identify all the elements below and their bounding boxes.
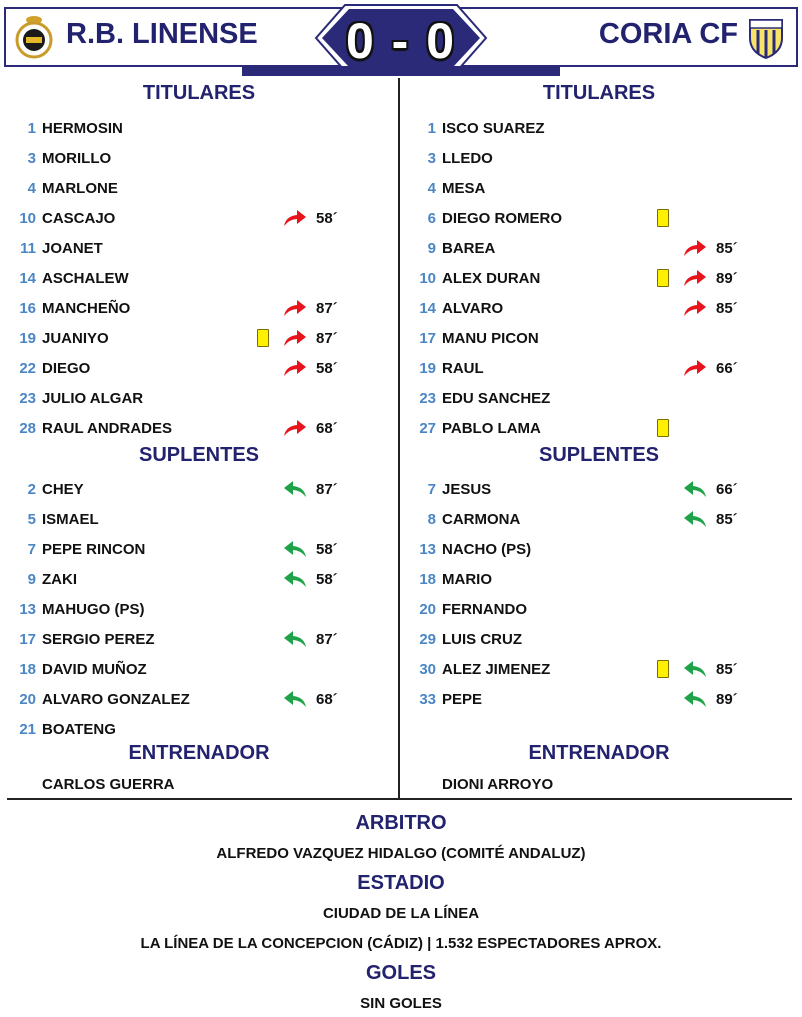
player-name: FERNANDO — [442, 601, 527, 618]
stadium-title: ESTADIO — [357, 872, 445, 894]
player-number: 7 — [427, 481, 436, 498]
coach-title: ENTRENADOR — [528, 742, 670, 764]
player-number: 4 — [27, 180, 36, 197]
substitution-minute: 58´ — [316, 541, 338, 558]
player-name: DIEGO ROMERO — [442, 210, 563, 227]
coach-name: CARLOS GUERRA — [42, 776, 175, 793]
substitution-minute: 87´ — [316, 481, 338, 498]
player-row — [0, 534, 398, 564]
player-name: PEPE RINCON — [42, 541, 146, 558]
sub-out-arrow-icon — [682, 358, 708, 378]
substitution-minute: 58´ — [316, 571, 338, 588]
player-name: EDU SANCHEZ — [442, 390, 551, 407]
stadium-name: CIUDAD DE LA LÍNEA — [322, 905, 480, 922]
player-name: JOANET — [42, 240, 103, 257]
player-number: 19 — [419, 360, 436, 377]
player-name: MAHUGO (PS) — [42, 601, 145, 618]
player-row — [0, 233, 398, 263]
player-name: ALEX DURAN — [442, 270, 541, 287]
player-row — [0, 684, 398, 714]
player-name: MESA — [442, 180, 486, 197]
sub-out-arrow-icon — [282, 328, 308, 348]
player-row — [0, 594, 398, 624]
player-number: 10 — [419, 270, 436, 287]
player-name: DAVID MUÑOZ — [42, 661, 147, 678]
player-number: 2 — [27, 481, 36, 498]
player-row — [400, 233, 798, 263]
player-row — [400, 534, 798, 564]
sub-out-arrow-icon — [282, 358, 308, 378]
player-number: 13 — [419, 541, 436, 558]
coach-title: ENTRENADOR — [128, 742, 270, 764]
starters-title: TITULARES — [142, 82, 256, 104]
sub-in-arrow-icon — [682, 509, 708, 529]
player-row — [0, 113, 398, 143]
player-number: 14 — [419, 300, 436, 317]
player-row — [400, 173, 798, 203]
player-name: NACHO (PS) — [442, 541, 532, 558]
player-name: RAUL — [442, 360, 484, 377]
player-number: 20 — [19, 691, 36, 708]
player-name: JUANIYO — [42, 330, 109, 347]
player-name: ISCO SUAREZ — [442, 120, 545, 137]
player-name: MANCHEÑO — [42, 300, 131, 317]
substitution-minute: 58´ — [316, 360, 338, 377]
player-number: 23 — [419, 390, 436, 407]
player-row — [0, 323, 398, 353]
referee-title: ARBITRO — [355, 812, 447, 834]
player-number: 17 — [419, 330, 436, 347]
yellow-card-icon — [657, 419, 669, 437]
player-number: 19 — [19, 330, 36, 347]
substitutes-title: SUPLENTES — [538, 444, 660, 466]
player-number: 4 — [427, 180, 436, 197]
yellow-card-icon — [657, 209, 669, 227]
player-name: MANU PICON — [442, 330, 539, 347]
substitution-minute: 68´ — [316, 420, 338, 437]
sub-in-arrow-icon — [282, 629, 308, 649]
player-name: ZAKI — [42, 571, 77, 588]
player-number: 5 — [27, 511, 36, 528]
player-name: BOATENG — [42, 721, 116, 738]
player-row — [0, 504, 398, 534]
player-number: 18 — [19, 661, 36, 678]
sub-in-arrow-icon — [682, 689, 708, 709]
player-name: JESUS — [442, 481, 492, 498]
player-name: HERMOSIN — [42, 120, 123, 137]
player-row — [400, 353, 798, 383]
player-name: ALEZ JIMENEZ — [442, 661, 551, 678]
player-number: 1 — [27, 120, 36, 137]
player-number: 1 — [427, 120, 436, 137]
player-row — [400, 383, 798, 413]
player-number: 27 — [419, 420, 436, 437]
sub-out-arrow-icon — [682, 298, 708, 318]
player-row — [0, 173, 398, 203]
substitution-minute: 85´ — [716, 511, 738, 528]
substitutes-title: SUPLENTES — [138, 444, 260, 466]
player-name: SERGIO PEREZ — [42, 631, 155, 648]
player-row — [400, 654, 798, 684]
player-number: 9 — [27, 571, 36, 588]
player-name: ALVARO — [442, 300, 504, 317]
substitution-minute: 66´ — [716, 360, 738, 377]
substitution-minute: 87´ — [316, 300, 338, 317]
player-name: CARMONA — [442, 511, 521, 528]
player-number: 9 — [427, 240, 436, 257]
player-row — [400, 293, 798, 323]
substitution-minute: 85´ — [716, 240, 738, 257]
player-row — [400, 263, 798, 293]
sub-in-arrow-icon — [282, 569, 308, 589]
sub-in-arrow-icon — [682, 659, 708, 679]
away-team-name: CORIA CF — [598, 18, 738, 50]
player-number: 11 — [20, 240, 36, 257]
yellow-card-icon — [657, 660, 669, 678]
player-number: 29 — [419, 631, 436, 648]
player-name: CHEY — [42, 481, 84, 498]
substitution-minute: 58´ — [316, 210, 338, 227]
player-number: 30 — [419, 661, 436, 678]
stadium-location: LA LÍNEA DE LA CONCEPCION (CÁDIZ) | 1.532 ESPECTADORES APROX. — [140, 935, 662, 952]
player-name: PABLO LAMA — [442, 420, 541, 437]
sub-in-arrow-icon — [282, 539, 308, 559]
player-row — [0, 413, 398, 443]
player-row — [0, 654, 398, 684]
substitution-minute: 66´ — [716, 481, 738, 498]
player-name: BAREA — [442, 240, 496, 257]
substitution-minute: 87´ — [316, 631, 338, 648]
player-number: 16 — [19, 300, 36, 317]
player-name: CASCAJO — [42, 210, 116, 227]
player-row — [0, 293, 398, 323]
player-row — [400, 624, 798, 654]
player-number: 8 — [427, 511, 436, 528]
player-number: 22 — [19, 360, 36, 377]
player-row — [400, 323, 798, 353]
sub-out-arrow-icon — [682, 238, 708, 258]
match-header — [0, 0, 802, 78]
player-row — [0, 714, 398, 744]
yellow-card-icon — [657, 269, 669, 287]
player-name: DIEGO — [42, 360, 91, 377]
referee-name: ALFREDO VAZQUEZ HIDALGO (COMITÉ ANDALUZ) — [216, 845, 586, 862]
player-number: 3 — [27, 150, 36, 167]
player-name: ASCHALEW — [42, 270, 129, 287]
player-number: 23 — [19, 390, 36, 407]
match-score: 0 - 0 — [345, 13, 457, 69]
player-number: 20 — [419, 601, 436, 618]
player-row — [0, 564, 398, 594]
coach-name: DIONI ARROYO — [442, 776, 554, 793]
section-divider — [7, 798, 792, 800]
substitution-minute: 85´ — [716, 661, 738, 678]
player-name: MORILLO — [42, 150, 112, 167]
player-name: JULIO ALGAR — [42, 390, 144, 407]
player-number: 21 — [19, 721, 36, 738]
player-row — [0, 263, 398, 293]
player-name: MARLONE — [42, 180, 118, 197]
player-number: 33 — [419, 691, 436, 708]
player-row — [400, 684, 798, 714]
player-number: 18 — [419, 571, 436, 588]
player-number: 14 — [19, 270, 36, 287]
player-row — [400, 143, 798, 173]
player-row — [400, 203, 798, 233]
player-name: MARIO — [442, 571, 492, 588]
goals-title: GOLES — [365, 962, 436, 984]
player-row — [0, 143, 398, 173]
player-row — [400, 113, 798, 143]
substitution-minute: 68´ — [316, 691, 338, 708]
sub-out-arrow-icon — [682, 268, 708, 288]
player-row — [400, 504, 798, 534]
player-number: 28 — [19, 420, 36, 437]
player-row — [400, 413, 798, 443]
player-name: LUIS CRUZ — [442, 631, 522, 648]
sub-out-arrow-icon — [282, 298, 308, 318]
sub-in-arrow-icon — [282, 479, 308, 499]
sub-out-arrow-icon — [282, 418, 308, 438]
player-name: RAUL ANDRADES — [42, 420, 173, 437]
sub-in-arrow-icon — [282, 689, 308, 709]
player-name: ISMAEL — [42, 511, 99, 528]
player-name: LLEDO — [442, 150, 493, 167]
player-row — [0, 624, 398, 654]
goals-summary: SIN GOLES — [360, 995, 442, 1012]
player-number: 3 — [427, 150, 436, 167]
substitution-minute: 89´ — [716, 691, 738, 708]
substitution-minute: 89´ — [716, 270, 738, 287]
player-number: 17 — [19, 631, 36, 648]
substitution-minute: 85´ — [716, 300, 738, 317]
player-number: 6 — [427, 210, 436, 227]
player-row — [0, 474, 398, 504]
home-team-name: R.B. LINENSE — [66, 18, 258, 50]
player-number: 7 — [27, 541, 36, 558]
player-row — [400, 564, 798, 594]
player-row — [0, 353, 398, 383]
player-row — [400, 594, 798, 624]
player-row — [0, 203, 398, 233]
substitution-minute: 87´ — [316, 330, 338, 347]
player-name: PEPE — [442, 691, 483, 708]
player-row — [400, 474, 798, 504]
player-name: ALVARO GONZALEZ — [42, 691, 190, 708]
starters-title: TITULARES — [542, 82, 656, 104]
sub-in-arrow-icon — [682, 479, 708, 499]
yellow-card-icon — [257, 329, 269, 347]
player-row — [0, 383, 398, 413]
player-number: 13 — [19, 601, 36, 618]
sub-out-arrow-icon — [282, 208, 308, 228]
player-number: 10 — [19, 210, 36, 227]
